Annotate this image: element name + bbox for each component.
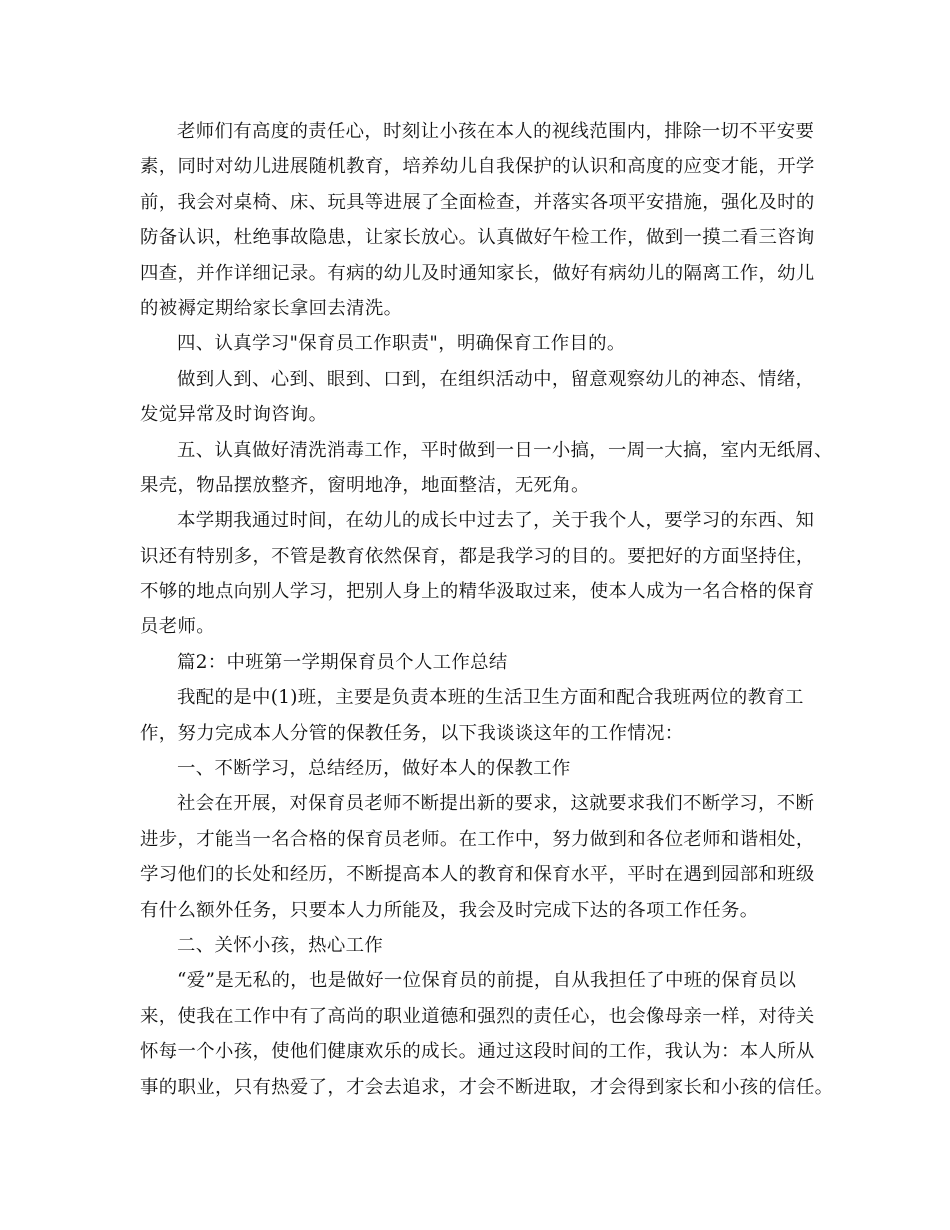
text-line: 员老师。 — [140, 616, 215, 638]
text-line: 社会在开展，对保育员老师不断提出新的要求，这就要求我们不断学习，不断 — [177, 793, 815, 815]
text-line: 果壳，物品摆放整齐，窗明地净，地面整洁，无死角。 — [140, 474, 590, 496]
text-line: 识还有特别多，不管是教育依然保育，都是我学习的目的。要把好的方面坚持住， — [140, 545, 815, 567]
text-line: 有什么额外任务，只要本人力所能及，我会及时完成下达的各项工作任务。 — [140, 899, 759, 921]
section-heading: 二、关怀小孩，热心工作 — [177, 934, 384, 956]
text-line: 做到人到、心到、眼到、口到，在组织活动中，留意观察幼儿的神态、情绪， — [177, 368, 815, 390]
text-line: 五、认真做好清洗消毒工作，平时做到一日一小搞，一周一大搞，室内无纸屑、 — [177, 439, 833, 461]
text-line: 学习他们的长处和经历，不断提高本人的教育和保育水平，平时在遇到园部和班级 — [140, 864, 815, 886]
text-line: 防备认识，杜绝事故隐患，让家长放心。认真做好午检工作，做到一摸二看三咨询 — [140, 227, 815, 249]
document-body — [140, 114, 834, 1105]
text-line: 我配的是中(1)班，主要是负责本班的生活卫生方面和配合我班两位的教育工 — [177, 687, 804, 709]
text-line: 老师们有高度的责任心，时刻让小孩在本人的视线范围内，排除一切不平安要 — [177, 121, 815, 142]
text-line: 四查，并作详细记录。有病的幼儿及时通知家长，做好有病幼儿的隔离工作，幼儿 — [140, 262, 815, 284]
text-line: 作，努力完成本人分管的保教任务，以下我谈谈这年的工作情况： — [140, 722, 684, 744]
text-line: 素，同时对幼儿进展随机教育，培养幼儿自我保护的认识和高度的应变才能，开学 — [140, 156, 815, 178]
text-line: 事的职业，只有热爱了，才会去追求，才会不断进取，才会得到家长和小孩的信任。 — [140, 1076, 834, 1098]
text-line: 不够的地点向别人学习，把别人身上的精华汲取过来，使本人成为一名合格的保育 — [140, 581, 815, 603]
text-line: 怀每一个小孩，使他们健康欢乐的成长。通过这段时间的工作，我认为：本人所从 — [140, 1041, 815, 1063]
text-line: “爱”是无私的，也是做好一位保育员的前提，自从我担任了中班的保育员以 — [177, 970, 797, 992]
text-line: 来，使我在工作中有了高尚的职业道德和强烈的责任心，也会像母亲一样，对待关 — [140, 1005, 815, 1027]
section-heading: 四、认真学习"保育员工作职责"，明确保育工作目的。 — [177, 333, 626, 355]
section-heading: 一、不断学习，总结经历，做好本人的保教工作 — [177, 758, 571, 780]
text-line: 本学期我通过时间，在幼儿的成长中过去了，关于我个人，要学习的东西、知 — [177, 510, 815, 532]
text-line: 发觉异常及时询咨询。 — [140, 404, 328, 426]
text-line: 前，我会对桌椅、床、玩具等进展了全面检查，并落实各项平安措施，强化及时的 — [140, 191, 815, 213]
text-line: 的被褥定期给家长拿回去清洗。 — [140, 297, 403, 319]
article-title: 篇2：中班第一学期保育员个人工作总结 — [177, 651, 508, 673]
text-line: 进步，才能当一名合格的保育员老师。在工作中，努力做到和各位老师和谐相处， — [140, 828, 815, 850]
